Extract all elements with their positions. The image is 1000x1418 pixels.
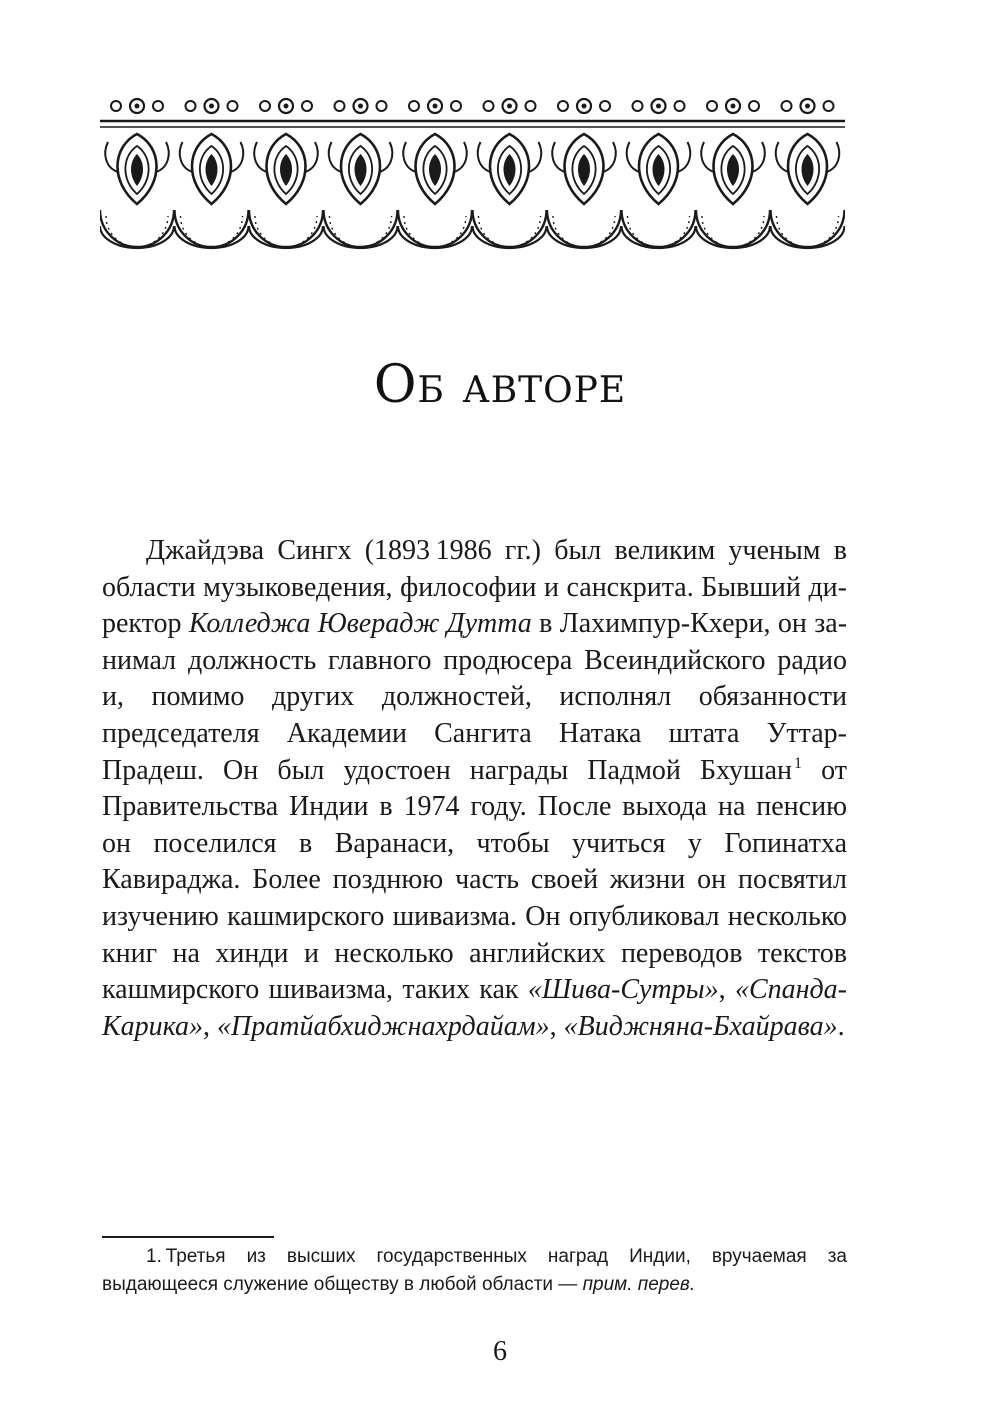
footnote-divider [102, 1236, 274, 1238]
footnote-reference: 1 [794, 754, 803, 772]
separator: , [549, 1010, 564, 1042]
book-title: «Шива-Сутры» [527, 974, 719, 1006]
page-number: 6 [493, 1336, 507, 1367]
body-text-segment: от Правительства Индии в 1974 году. После выхода на пенсию он поселился в Варанаси, чтобы учиться у Гопинатха Кавираджа. Более позднюю часть своей жизни он посвятил изучению кашмирского шиваизма. Он опубликовал несколько книг на хинди и несколько английских переводов текстов кашмирского шиваизма, таких как [102, 754, 847, 1006]
body-text-segment: Джайдэва Сингх (1893 1986 гг.) был великим ученым в области музыковедения, философии и санскрита. Бывший директор [102, 535, 847, 640]
sentence-end: . [837, 1010, 845, 1042]
translator-note: прим. перев. [582, 1274, 696, 1295]
college-name: Колледжа Юверадж Дутта [188, 608, 532, 640]
body-text-segment: в Лахимпур-Кхери, он занимал должность главного продюсера Всеиндийского радио и, помимо других должностей, исполнял обязанности председателя Академии Сангита Натака штата Уттар-Прадеш. Он был удостоен награды Падмой Бхушан [102, 608, 848, 786]
book-title: «Виджняна-Бхайрава» [563, 1010, 838, 1042]
separator: , [203, 1010, 217, 1042]
footnote [102, 1243, 847, 1299]
book-title: «Спанда-Карика» [102, 974, 848, 1042]
body-paragraph [102, 533, 847, 1045]
chapter-title: Об авторе [373, 355, 627, 415]
book-title: «Пратйабхиджнахрдайам» [217, 1010, 550, 1042]
ornamental-border [100, 92, 845, 250]
footnote-text: 1. Третья из высших государственных наград Индии, вручаемая за выдающееся служение обществу в любой области — [102, 1246, 847, 1295]
separator: , [718, 974, 735, 1006]
